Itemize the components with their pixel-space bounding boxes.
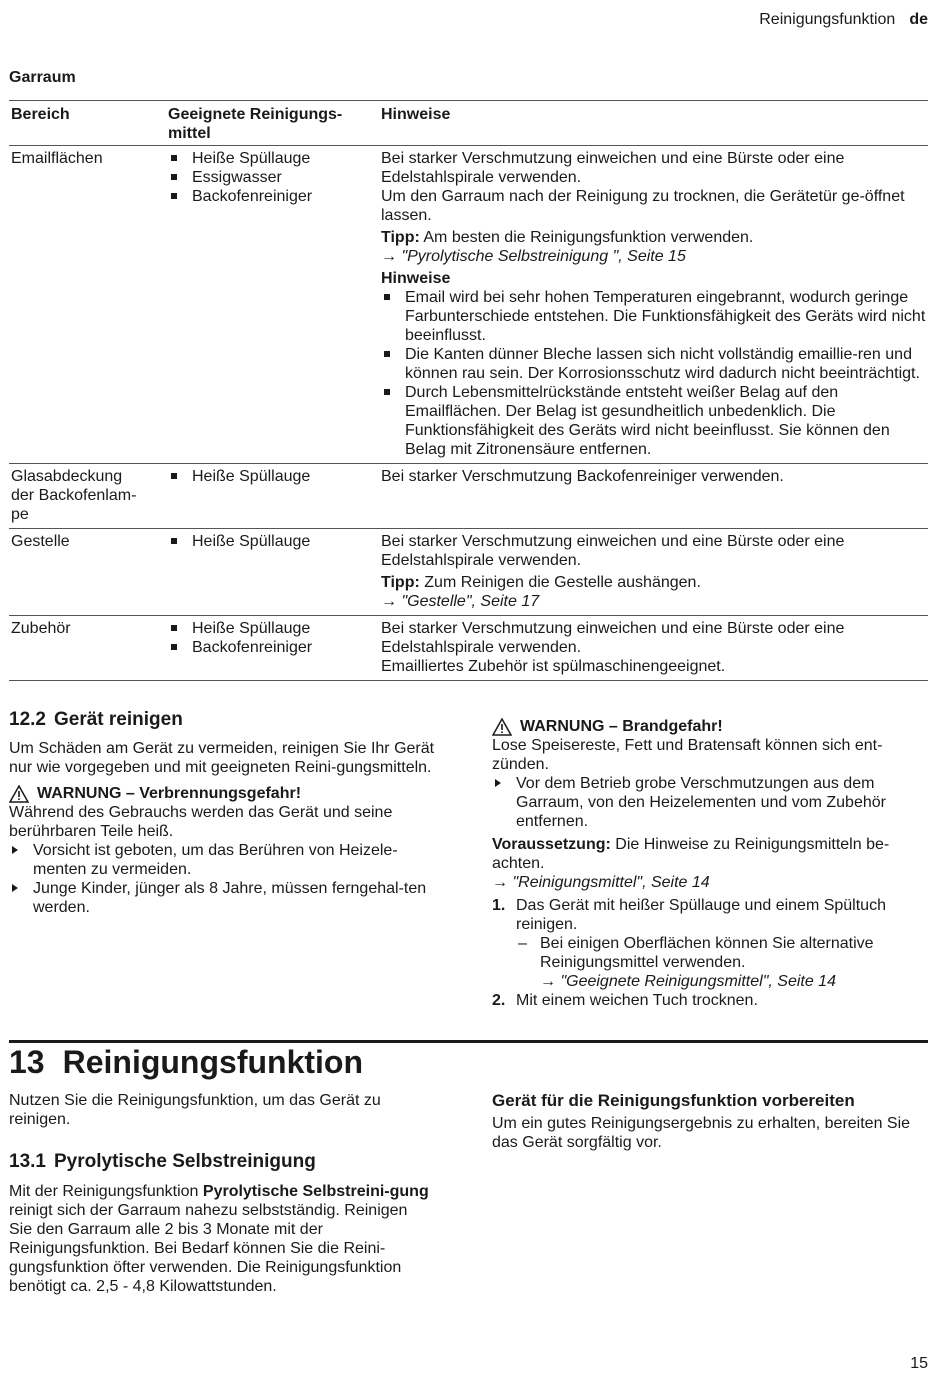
xref-text: "Geeignete Reinigungsmittel", Seite 14 [560, 973, 836, 990]
agents-cell [166, 616, 379, 681]
note-text: Bei starker Verschmutzung einweichen und eine Bürste oder eine Edelstahlspirale verwenden. [381, 620, 845, 656]
warning-heading [492, 717, 928, 736]
step-text: Mit einem weichen Tuch trocknen. [516, 992, 758, 1009]
warning-triangle-icon [492, 718, 512, 736]
table-header-row [9, 101, 928, 146]
cross-reference[interactable] [381, 247, 928, 266]
notes-cell [379, 146, 928, 464]
step-item [492, 896, 928, 991]
table-row [9, 529, 928, 616]
cross-reference[interactable] [381, 592, 928, 611]
table-row [9, 616, 928, 681]
area-cell: Zubehör [11, 620, 71, 637]
section-title: Pyrolytische Selbstreinigung [53, 1151, 316, 1172]
cleaning-agents-table [9, 100, 928, 681]
arrow-icon: → [492, 874, 508, 891]
chapter-heading [9, 1043, 363, 1081]
note-text: Bei starker Verschmutzung einweichen und eine Bürste oder eine Edelstahlspirale verwenden. [381, 150, 845, 186]
body-paragraph: Um ein gutes Reinigungsergebnis zu erhalten, bereiten Sie das Gerät sorgfältig vor. [492, 1115, 911, 1151]
tip [381, 573, 928, 592]
list-item: Heiße Spüllauge [168, 467, 379, 486]
chapter-title: Reinigungsfunktion [62, 1044, 363, 1080]
note-text: Bei starker Verschmutzung einweichen und eine Bürste oder eine Edelstahlspirale verwenden. [381, 533, 845, 569]
list-item: Essigwasser [168, 168, 379, 187]
list-item: Die Kanten dünner Bleche lassen sich nicht vollständig emaillie-ren und können rau sein. Der Korrosionsschutz wird dadurch nicht beeinträchtigt. [381, 345, 928, 383]
agents-cell [166, 529, 379, 616]
warning-text: Lose Speisereste, Fett und Bratensaft können sich ent-zünden. [492, 737, 883, 773]
header-section: Reinigungsfunktion [759, 11, 896, 28]
list-item [516, 934, 928, 991]
list-item: Backofenreiniger [168, 187, 379, 206]
subsection-heading: Gerät für die Reinigungsfunktion vorbereiten [492, 1091, 855, 1110]
intro-paragraph: Nutzen Sie die Reinigungsfunktion, um das Gerät zu reinigen. [9, 1092, 381, 1128]
list-item: Vor dem Betrieb grobe Verschmutzungen aus dem Garraum, von den Heizelementen und vom Zubehör entfernen. [492, 774, 928, 831]
body-paragraph: Mit der Reinigungsfunktion Pyrolytische Selbstreini-gung reinigt sich der Garraum nahezu selbstständig. Reinigen Sie den Garraum alle 2 bis 3 Monate mit der Reinigungsfunktion. Bei Bedarf können Sie die Reini-gungsfunktion öfter verwenden. Die Reinigungsfunktion benötigt ca. 2,5 - 4,8 Kilowattstunden. [9, 1183, 429, 1295]
section-number: 12.2 [9, 709, 46, 730]
header-agents: Geeignete Reinigungs- mittel [168, 106, 343, 142]
area-cell: Emailflächen [11, 150, 103, 167]
step-text: Das Gerät mit heißer Spüllauge und einem Spültuch reinigen. [516, 897, 886, 933]
list-item: Backofenreiniger [168, 638, 379, 657]
area-cell: Glasabdeckung der Backofenlam- pe [11, 468, 137, 523]
header-language: de [909, 11, 928, 28]
agents-cell [166, 146, 379, 464]
warning-triangle-icon [9, 785, 29, 803]
xref-text: "Reinigungsmittel", Seite 14 [512, 874, 710, 891]
list-item: Junge Kinder, jünger als 8 Jahre, müssen ferngehal-ten werden. [9, 879, 449, 917]
step-number: 1. [492, 897, 506, 914]
section-number: 13.1 [9, 1151, 46, 1172]
header-area: Bereich [11, 106, 70, 123]
note-text: Um den Garraum nach der Reinigung zu trocknen, die Gerätetür ge-öffnet lassen. [381, 188, 905, 224]
arrow-icon: → [540, 973, 556, 990]
prerequisite-text: Die Hinweise zu Reinigungsmitteln be-achten. [492, 836, 890, 872]
arrow-icon: → [381, 248, 397, 265]
table-row [9, 464, 928, 529]
list-item: Durch Lebensmittelrückstände entsteht weißer Belag auf den Emailflächen. Der Belag ist gesundheitlich unbedenklich. Die Funktionsfähigkeit des Geräts wird nicht beeinflusst. Sie können den Belag mit Zitronensäure entfernen. [381, 383, 928, 459]
notes-cell [379, 464, 928, 529]
section-heading [9, 1151, 429, 1173]
running-header [759, 10, 928, 29]
xref-text: "Gestelle", Seite 17 [401, 593, 540, 610]
tip-label: Tipp: [381, 229, 420, 246]
tip-text: Zum Reinigen die Gestelle aushängen. [424, 574, 701, 591]
area-cell: Gestelle [11, 533, 70, 550]
notes-cell [379, 529, 928, 616]
warning-text: Während des Gebrauchs werden das Gerät und seine berührbaren Teile heiß. [9, 804, 393, 840]
cross-reference[interactable] [540, 973, 836, 990]
agents-cell [166, 464, 379, 529]
table-caption: Garraum [9, 69, 76, 86]
notes-heading: Hinweise [381, 270, 451, 287]
notes-cell [379, 616, 928, 681]
prerequisite [492, 835, 928, 873]
chapter-number: 13 [9, 1044, 45, 1080]
note-text: Emailliertes Zubehör ist spülmaschinengeeignet. [381, 658, 726, 675]
list-item: Heiße Spüllauge [168, 532, 379, 551]
note-text: Bei starker Verschmutzung Backofenreiniger verwenden. [381, 468, 784, 485]
sub-step-text: Bei einigen Oberflächen können Sie alternative Reinigungsmittel verwenden. [540, 935, 874, 971]
section-12-2-right [492, 717, 928, 1010]
step-item [492, 991, 928, 1010]
tip [381, 228, 928, 247]
warning-title: WARNUNG – Brandgefahr! [520, 718, 723, 735]
cross-reference[interactable] [492, 873, 928, 892]
list-item: Vorsicht ist geboten, um das Berühren von Heizele-menten zu vermeiden. [9, 841, 449, 879]
section-title: Gerät reinigen [53, 709, 183, 730]
warning-title: WARNUNG – Verbrennungsgefahr! [37, 785, 302, 802]
list-item: Email wird bei sehr hohen Temperaturen eingebrannt, wodurch geringe Farbunterschiede entstehen. Die Funktionsfähigkeit des Geräts wird nicht beeinflusst. [381, 288, 928, 345]
emphasis: Pyrolytische Selbstreini-gung [202, 1183, 429, 1200]
intro-paragraph: Um Schäden am Gerät zu vermeiden, reinigen Sie Ihr Gerät nur wie vorgegeben und mit geeigneten Reini-gungsmitteln. [9, 740, 435, 776]
tip-label: Tipp: [381, 574, 420, 591]
header-notes: Hinweise [381, 106, 451, 123]
section-12-2-left [9, 709, 449, 917]
chapter-13-left [9, 1091, 429, 1296]
page-number: 15 [910, 1355, 928, 1372]
warning-heading [9, 784, 449, 803]
prerequisite-label: Voraussetzung: [492, 836, 611, 853]
chapter-13-right [492, 1091, 928, 1152]
xref-text: "Pyrolytische Selbstreinigung ", Seite 15 [401, 248, 686, 265]
tip-text: Am besten die Reinigungsfunktion verwenden. [423, 229, 754, 246]
list-item: Heiße Spüllauge [168, 619, 379, 638]
arrow-icon: → [381, 593, 397, 610]
section-heading [9, 709, 449, 731]
step-number: 2. [492, 992, 506, 1009]
table-row [9, 146, 928, 464]
list-item: Heiße Spüllauge [168, 149, 379, 168]
